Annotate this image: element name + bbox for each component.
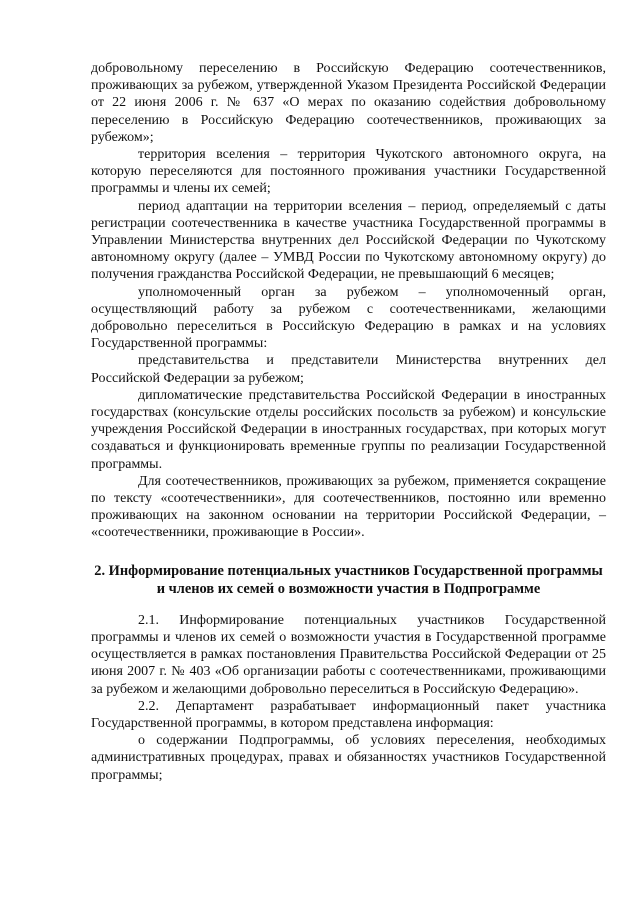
- paragraph-2-1: 2.1. Информирование потенциальных участников Государственной программы и членов их семей о возможности участия в Государственной программе осуществляется в рамках постановления Правительства Российской Федерации от 25 июня 2007 г. № 403 «Об организации работы с соотечественниками, проживающими за рубежом и желающими добровольно переселиться в Российскую Федерацию».: [91, 612, 606, 697]
- document-page: [91, 60, 606, 784]
- paragraph-diplomatic-missions: дипломатические представительства Российской Федерации в иностранных государствах (консульские отделы российских посольств за рубежом) и консульские учреждения Российской Федерации в иностранных государствах, при которых могут создаваться и функционировать временные группы по реализации Государственной программы.: [91, 387, 606, 472]
- paragraph-territory-definition: территория вселения – территория Чукотского автономного округа, на которую переселяются для постоянного проживания участники Государственной программы и члены их семей;: [91, 147, 606, 197]
- paragraph-program-content: о содержании Подпрограммы, об условиях переселения, необходимых административных процедурах, правах и обязанностях участников Государственной программы;: [91, 733, 606, 783]
- paragraph-abbreviations: Для соотечественников, проживающих за рубежом, применяется сокращение по тексту «соотечественники», для соотечественников, постоянно или временно проживающих на законном основании на территории Российской Федерации, – «соотечественники, проживающие в России».: [91, 473, 606, 541]
- paragraph-authorized-body: уполномоченный орган за рубежом – уполномоченный орган, осуществляющий работу за рубежом с соотечественниками, желающими добровольно переселиться в Российскую Федерацию в рамках и на условиях Государственной программы:: [91, 284, 606, 352]
- section-heading: 2. Информирование потенциальных участников Государственной программы и членов их семей о возможности участия в Подпрограмме: [94, 562, 603, 597]
- paragraph-2-2: 2.2. Департамент разрабатывает информационный пакет участника Государственной программы, в котором представлена информация:: [91, 698, 606, 731]
- paragraph-continuation: добровольному переселению в Российскую Федерацию соотечественников, проживающих за рубежом, утвержденной Указом Президента Российской Федерации от 22 июня 2006 г. № 637 «О мерах по оказанию содействия добровольному переселению в Российскую Федерацию соотечественников, проживающих за рубежом»;: [91, 61, 606, 145]
- paragraph-adaptation-period: период адаптации на территории вселения – период, определяемый с даты регистрации соотечественника в качестве участника Государственной программы в Управлении Министерства внутренних дел Российской Федерации по Чукотскому автономному округу (далее – УМВД России по Чукотскому автономному округу) до получения гражданства Российской Федерации, не превышающий 6 месяцев;: [91, 198, 606, 283]
- paragraph-mvd-representatives: представительства и представители Министерства внутренних дел Российской Федерации за рубежом;: [91, 353, 606, 386]
